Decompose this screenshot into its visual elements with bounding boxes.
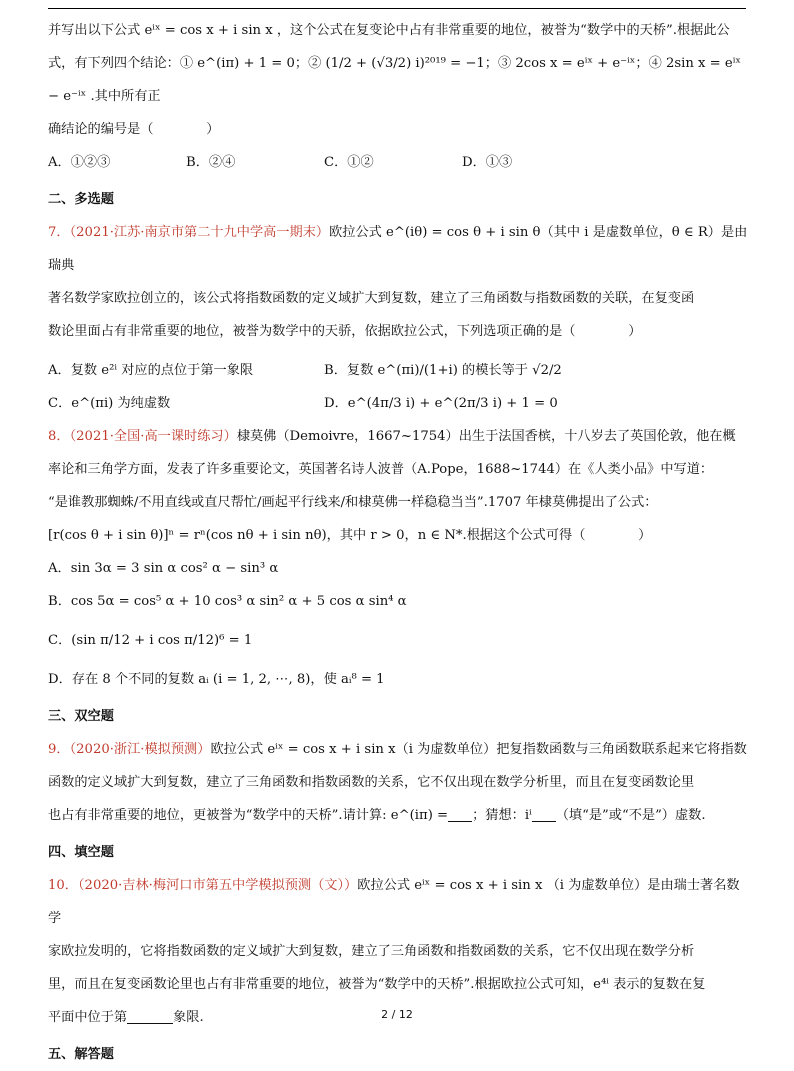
q9-answer-blank-1[interactable] — [448, 805, 472, 822]
q6-option-c[interactable]: C．①② — [324, 155, 374, 170]
q9-text-3c: （填“是”或“不是”）虚数. — [555, 808, 706, 823]
section-heading-fill-blank: 四、填空题 — [48, 845, 114, 860]
q6-options — [48, 146, 748, 179]
q7-text-1: 欧拉公式 e^(iθ) = cos θ + i sin θ（其中 i 是虚数单位，θ ∈ R）是由瑞典 — [48, 225, 748, 273]
q8-source: （2021·全国·高一课时练习） — [69, 429, 237, 444]
header-rule — [48, 8, 746, 9]
q8-option-b[interactable]: B．cos 5α = cos⁵ α + 10 cos³ α sin² α + 5 cos α sin⁴ α — [48, 594, 407, 609]
q9-text-3a: 也占有非常重要的地位，更被誉为“数学中的天桥”.请计算: e^(iπ) = — [48, 808, 449, 823]
q7-options-row-1 — [48, 348, 748, 387]
q9-answer-blank-2[interactable] — [532, 805, 556, 822]
q7-option-b[interactable]: B．复数 e^(πi)/(1+i) 的模长等于 √2/2 — [324, 363, 562, 378]
q6-option-b[interactable]: B．②④ — [186, 155, 236, 170]
q7-option-a[interactable]: A．复数 e²ⁱ 对应的点位于第一象限 — [48, 363, 254, 378]
q9-line-1 — [48, 733, 748, 766]
document-body — [48, 14, 748, 1071]
q8-option-a[interactable]: A．sin 3α = 3 sin α cos² α − sin³ α — [48, 561, 279, 576]
page-number: 2 / 12 — [381, 1008, 413, 1021]
q9-text-1: 欧拉公式 eⁱˣ = cos x + i sin x（i 为虚数单位）把复指数函数与三角函数联系起来它将指数 — [210, 742, 747, 757]
q6-option-d[interactable]: D．①③ — [462, 155, 513, 170]
q7-options-row-2 — [48, 387, 748, 420]
q10-text-1: 欧拉公式 eⁱˣ = cos x + i sin x （i 为虚数单位）是由瑞士著名数学 — [48, 878, 740, 926]
q7-line-2: 著名数学家欧拉创立的，该公式将指数函数的定义域扩大到复数，建立了三角函数与指数函数的关联，在复变函 — [48, 291, 695, 306]
q9-text-3b: ；猜想：iⁱ — [472, 808, 532, 823]
q10-text-4a: 平面中位于第 — [48, 1010, 128, 1025]
q10-source: （2020·吉林·梅河口市第五中学模拟预测（文）） — [77, 878, 358, 893]
q10-line-2: 家欧拉发明的，它将指数函数的定义域扩大到复数，建立了三角函数和指数函数的关系，它不仅出现在数学分析 — [48, 944, 695, 959]
q9-line-2: 函数的定义域扩大到复数，建立了三角函数和指数函数的关系，它不仅出现在数学分析里，而且在复变函数论里 — [48, 775, 695, 790]
q8-text-1: 棣莫佛（Demoivre，1667~1754）出生于法国香槟，十八岁去了英国伦敦，他在概 — [236, 429, 736, 444]
q10-line-3: 里，而且在复变函数论里也占有非常重要的地位，被誉为“数学中的天桥”.根据欧拉公式可知，e⁴ⁱ 表示的复数在复 — [48, 977, 706, 992]
q10-number: 10． — [48, 878, 78, 893]
q7-line-3: 数论里面占有非常重要的地位，被誉为数学中的天骄，依据欧拉公式，下列选项正确的是（ ） — [48, 324, 642, 339]
q8-option-d[interactable]: D．存在 8 个不同的复数 aᵢ (i = 1, 2, ⋯, 8)，使 aᵢ⁸ = 1 — [48, 672, 385, 687]
q9-source: （2020·浙江·模拟预测） — [69, 742, 211, 757]
q8-option-c[interactable]: C．(sin π/12 + i cos π/12)⁶ = 1 — [48, 633, 253, 648]
section-heading-double-blank: 三、双空题 — [48, 709, 114, 724]
q8-line-2: 率论和三角学方面，发表了许多重要论文，英国著名诗人波普（A.Pope，1688~1744）在《人类小品》中写道： — [48, 462, 714, 477]
section-heading-solution: 五、解答题 — [48, 1047, 114, 1062]
q7-line-1 — [48, 216, 748, 282]
q8-line-4: [r(cos θ + i sin θ)]ⁿ = rⁿ(cos nθ + i sin nθ)，其中 r > 0，n ∈ N*.根据这个公式可得（ ） — [48, 528, 652, 543]
q9-number: 9． — [48, 742, 70, 757]
q10-text-4b: 象限. — [173, 1010, 204, 1025]
q8-number: 8． — [48, 429, 70, 444]
q8-line-3: “是谁教那蜘蛛/不用直线或直尺帮忙/画起平行线来/和棣莫佛一样稳稳当当”.1707 年棣莫佛提出了公式： — [48, 495, 658, 510]
q7-option-c[interactable]: C．e^(πi) 为纯虚数 — [48, 396, 171, 411]
q7-option-d[interactable]: D．e^(4π/3 i) + e^(2π/3 i) + 1 = 0 — [324, 396, 558, 411]
q8-line-1 — [48, 420, 748, 453]
q6-text-line-3: 确结论的编号是（ ） — [48, 122, 220, 137]
q7-source: （2021·江苏·南京市第二十九中学高一期末） — [69, 225, 330, 240]
q10-line-1 — [48, 869, 748, 935]
q9-line-3 — [48, 799, 748, 832]
q6-text-line-2: 式，有下列四个结论：① e^(iπ) + 1 = 0；② (1/2 + (√3/2) i)²⁰¹⁹ = −1；③ 2cos x = eⁱˣ + e⁻ⁱˣ；④ 2sin x = eⁱˣ − e⁻ⁱˣ .其中所有正 — [48, 56, 741, 104]
q6-text-line-1: 并写出以下公式 eⁱˣ = cos x + i sin x ，这个公式在复变论中占有非常重要的地位，被誉为“数学中的天桥”.根据此公 — [48, 23, 730, 38]
q7-number: 7． — [48, 225, 70, 240]
q6-option-a[interactable]: A．①②③ — [48, 155, 111, 170]
section-heading-multi-choice: 二、多选题 — [48, 192, 114, 207]
